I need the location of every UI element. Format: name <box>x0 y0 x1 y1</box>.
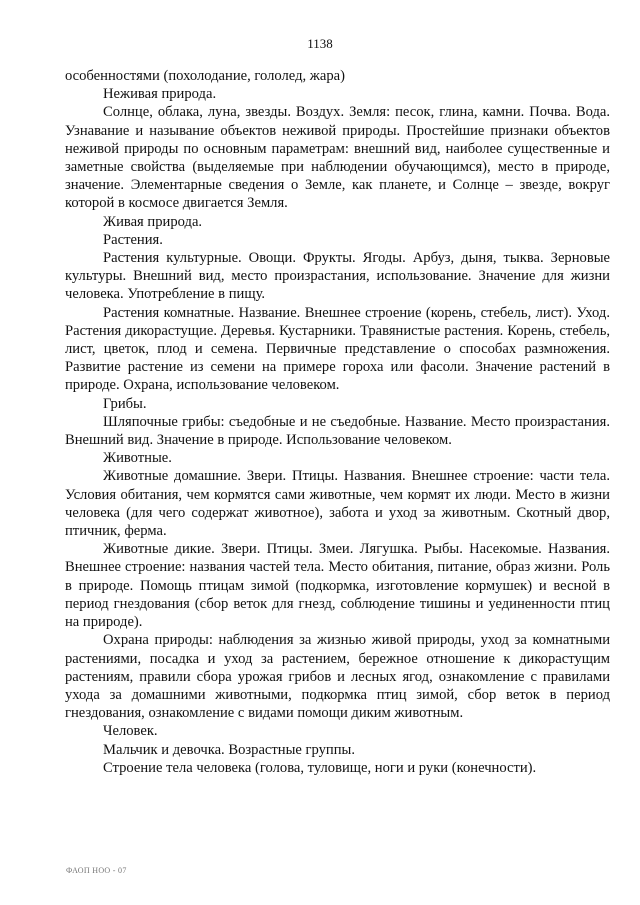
page-number: 1138 <box>307 36 333 51</box>
paragraph: Охрана природы: наблюдения за жизнью живой природы, уход за комнатными растениями, посадка и уход за растением, бережное отношение к дикорастущим растениям, правили сбора урожая грибов и лесных ягод, ознакомление с правилами ухода за домашними животными, подкормка птиц зимой, сбор веток в период гнездования, ознакомление с видами помощи диким животным. <box>65 632 610 722</box>
section-heading-plants: Растения. <box>103 231 163 248</box>
footer-label: ФАОП НОО - 07 <box>66 866 127 875</box>
paragraph: Растения комнатные. Название. Внешнее строение (корень, стебель, лист). Уход. Растения дикорастущие. Деревья. Кустарники. Травянистые растения. Корень, стебель, лист, цветок, плод и семена. Первичные представление о способах размножения. Развитие растение из семени на примере гороха или фасоли. Значение растений в природе. Охрана, использование человеком. <box>65 304 610 394</box>
section-heading-human: Человек. <box>103 723 158 740</box>
paragraph: особенностями (похолодание, гололед, жара) <box>65 68 345 84</box>
section-heading-animals: Животные. <box>103 450 172 467</box>
section-heading-mushrooms: Грибы. <box>103 395 147 412</box>
document-body <box>65 67 610 777</box>
paragraph: Животные дикие. Звери. Птицы. Змеи. Лягушка. Рыбы. Насекомые. Названия. Внешнее строение: названия частей тела. Место обитания, питание, образ жизни. Роль в природе. Помощь птицам зимой (подкормка, изготовление кормушек) и весной в период гнездования (сбор веток для гнезд, соблюдение тишины и уединенности птиц на природе). <box>65 541 610 631</box>
paragraph: Животные домашние. Звери. Птицы. Названия. Внешнее строение: части тела. Условия обитания, чем кормятся сами животные, чем кормят их люди. Место в жизни человека (для чего содержат животное), забота и уход за животным. Скотный двор, птичник, ферма. <box>65 468 610 540</box>
paragraph: Шляпочные грибы: съедобные и не съедобные. Название. Место произрастания. Внешний вид. Значение в природе. Использование человеком. <box>65 413 610 449</box>
paragraph: Солнце, облака, луна, звезды. Воздух. Земля: песок, глина, камни. Почва. Вода. Узнавание и называние объектов неживой природы. Простейшие признаки объектов неживой природы по основным параметрам: внешний вид, наиболее существенные и заметные свойства (выделяемые при наблюдении обучающимся), место в природе, значение. Элементарные сведения о Земле, как планете, и Солнце – звезде, вокруг которой в космосе двигается Земля. <box>65 104 610 212</box>
section-heading-nonliving-nature: Неживая природа. <box>103 86 217 103</box>
section-heading-living-nature: Живая природа. <box>103 213 203 230</box>
paragraph: Строение тела человека (голова, туловище, ноги и руки (конечности). <box>103 759 537 776</box>
paragraph: Растения культурные. Овощи. Фрукты. Ягоды. Арбуз, дыня, тыква. Зерновые культуры. Внешний вид, место произрастания, использование. Значение для жизни человека. Употребление в пищу. <box>65 250 610 303</box>
paragraph: Мальчик и девочка. Возрастные группы. <box>103 741 355 758</box>
